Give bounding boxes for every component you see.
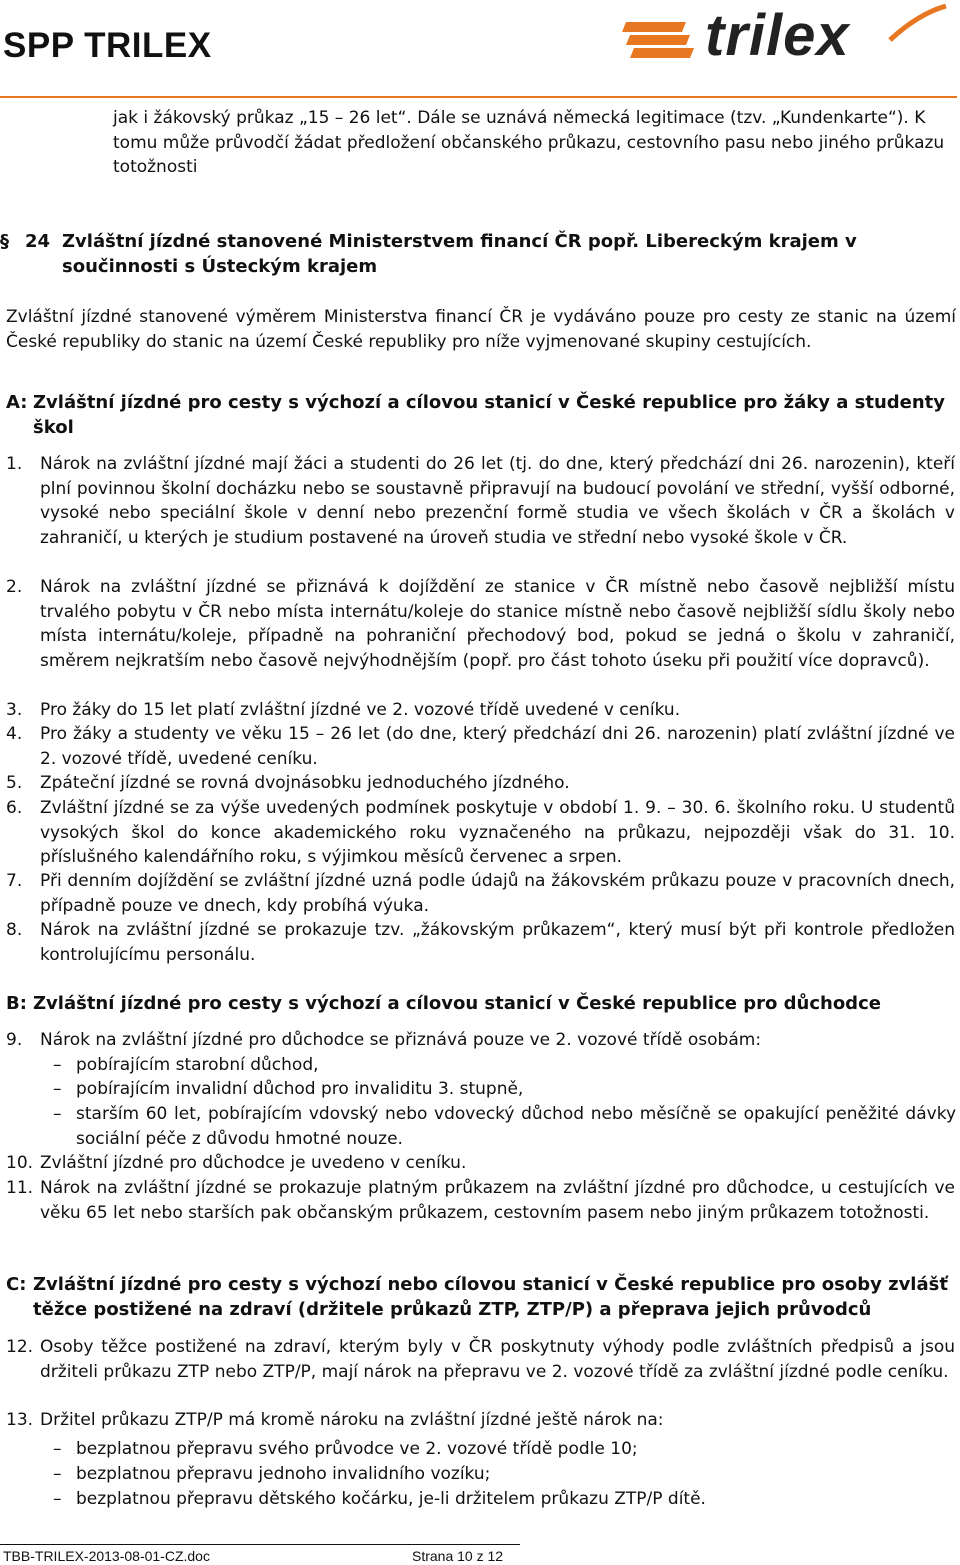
- item-text: Nárok na zvláštní jízdné pro důchodce se přiznává pouze ve 2. vozové třídě osobám:: [40, 1030, 762, 1050]
- item-number: 2.: [6, 577, 23, 597]
- item-number: 11.: [6, 1178, 34, 1198]
- footer-divider: [0, 1544, 520, 1545]
- logo-wordmark: trilex: [705, 3, 850, 68]
- item-number: 3.: [6, 700, 23, 720]
- item-text: Nárok na zvláštní jízdné mají žáci a studenti do 26 let (tj. do dne, který předchází dni 26. narozenin), kteří plní povinnou školní docházku nebo se soustavně připravují na budoucí povolání ve střední, vyšší odborné, vysoké nebo speciální škole v denní nebo prezenční formě studia ve všech školách v ČR a školách v zahraničí, u kterých je studium postavené na úroveň studia ve střední nebo vysoké škole v ČR.: [40, 454, 955, 548]
- dash-icon: –: [53, 1439, 62, 1459]
- bullet-text: bezplatnou přepravu jednoho invalidního vozíku;: [76, 1464, 491, 1484]
- dash-icon: –: [53, 1464, 62, 1484]
- footer-page-number: Strana 10 z 12: [412, 1548, 504, 1564]
- item-number: 10.: [6, 1153, 34, 1173]
- item-number: 1.: [6, 454, 23, 474]
- part-a-letter: A:: [6, 392, 28, 413]
- part-b-title: Zvláštní jízdné pro cesty s výchozí a cílovou stanicí v České republice pro důchodce: [33, 993, 881, 1014]
- item-number: 8.: [6, 920, 23, 940]
- item-number: 6.: [6, 798, 23, 818]
- item-text: Při denním dojíždění se zvláštní jízdné uzná podle údajů na žákovském průkazu pouze v pracovních dnech, případně pouze ve dnech, kdy probíhá výuka.: [40, 871, 955, 916]
- bullet-text: bezplatnou přepravu svého průvodce ve 2. vozové třídě podle 10;: [76, 1439, 638, 1459]
- part-c-title: Zvláštní jízdné pro cesty s výchozí nebo cílovou stanicí v České republice pro osoby zvlášť těžce postižené na zdraví (držitele průkazů ZTP, ZTP/P) a přeprava jejich průvodců: [33, 1274, 948, 1320]
- logo-stripes-icon: [620, 4, 710, 68]
- section-intro-paragraph: Zvláštní jízdné stanovené výměrem Ministerstva financí ČR je vydáváno pouze pro cesty ze stanic na území České republiky do stanic na území České republiky pro níže vyjmenované skupiny cestujících.: [6, 307, 956, 352]
- item-text: Zvláštní jízdné se za výše uvedených podmínek poskytuje v období 1. 9. – 30. 6. školního roku. U studentů vysokých škol do konce akademického roku vyznačeného na průkazu, nejpozději však do 31. 10. příslušného kalendářního roku, s výjimkou měsíců červenec a srpen.: [40, 798, 955, 867]
- dash-icon: –: [53, 1489, 62, 1509]
- part-b-letter: B:: [6, 993, 27, 1014]
- item-text: Osoby těžce postižené na zdraví, kterým byly v ČR poskytnuty výhody podle zvláštních předpisů a jsou držiteli průkazu ZTP nebo ZTP/P, mají nárok na přepravu ve 2. vozové třídě za zvláštní jízdné podle ceníku.: [40, 1337, 955, 1382]
- section-mark: §: [0, 231, 9, 252]
- item-text: Zvláštní jízdné pro důchodce je uvedeno v ceníku.: [40, 1153, 467, 1173]
- part-c-letter: C:: [6, 1274, 27, 1295]
- intro-paragraph: jak i žákovský průkaz „15 – 26 let“. Dále se uznává německá legitimace (tzv. „Kundenkarte“). K tomu může průvodčí žádat předložení občanského průkazu, cestovního pasu nebo jiného průkazu totožnosti: [113, 108, 945, 177]
- item-number: 12.: [6, 1337, 34, 1357]
- item-text: Nárok na zvláštní jízdné se prokazuje tzv. „žákovským průkazem“, který musí být při kontrole předložen kontrolujícímu personálu.: [40, 920, 955, 965]
- item-number: 7.: [6, 871, 23, 891]
- item-text: Pro žáky do 15 let platí zvláštní jízdné ve 2. vozové třídě uvedené v ceníku.: [40, 700, 681, 720]
- part-a-title: Zvláštní jízdné pro cesty s výchozí a cílovou stanicí v České republice pro žáky a studenty škol: [33, 392, 946, 438]
- trilex-logo: [620, 4, 950, 68]
- bullet-text: pobírajícím invalidní důchod pro invaliditu 3. stupně,: [76, 1079, 524, 1099]
- item-text: Zpáteční jízdné se rovná dvojnásobku jednoduchého jízdného.: [40, 773, 570, 793]
- item-text: Nárok na zvláštní jízdné se prokazuje platným průkazem na zvláštní jízdné pro důchodce, u cestujících ve věku 65 let nebo starších pak občanským průkazem, cestovním pasem nebo jiným průkazem totožnosti.: [40, 1178, 955, 1223]
- bullet-text: pobírajícím starobní důchod,: [76, 1055, 319, 1075]
- bullet-text: bezplatnou přepravu dětského kočárku, je-li držitelem průkazu ZTP/P dítě.: [76, 1489, 706, 1509]
- item-text: Nárok na zvláštní jízdné se přiznává k dojíždění ze stanice v ČR místně nebo časově nejbližší místu trvalého pobytu v ČR nebo místa internátu/koleje do stanice místně nebo časově nejbližší sídlu školy nebo místa internátu/koleje, případně na pohraniční přechodový bod, pokud se jedná o školu v zahraničí, směrem nejkratším nebo časově nejvýhodnějším (popř. pro část tohoto úseku při použití více dopravců).: [40, 577, 955, 671]
- dash-icon: –: [53, 1104, 62, 1124]
- item-number: 4.: [6, 724, 23, 744]
- item-text: Pro žáky a studenty ve věku 15 – 26 let (do dne, který předchází dni 26. narozenin) platí zvláštní jízdné ve 2. vozové třídě, uvedené ceníku.: [40, 724, 955, 769]
- item-number: 5.: [6, 773, 23, 793]
- item-number: 9.: [6, 1030, 23, 1050]
- item-text: Držitel průkazu ZTP/P má kromě nároku na zvláštní jízdné ještě nárok na:: [40, 1410, 664, 1430]
- footer-doc-name: TBB-TRILEX-2013-08-01-CZ.doc: [3, 1548, 210, 1564]
- dash-icon: –: [53, 1079, 62, 1099]
- bullet-text: starším 60 let, pobírajícím vdovský nebo vdovecký důchod nebo měsíčně se opakující peněžité dávky sociální péče z důvodu hmotné nouze.: [76, 1104, 956, 1149]
- header-divider: [0, 96, 957, 98]
- section-number: 24: [25, 231, 51, 252]
- dash-icon: –: [53, 1055, 62, 1075]
- item-number: 13.: [6, 1410, 34, 1430]
- section-title: Zvláštní jízdné stanovené Ministerstvem financí ČR popř. Libereckým krajem v součinnosti s Ústeckým krajem: [62, 231, 857, 277]
- logo-swoosh-icon: [888, 4, 948, 44]
- document-header-title: SPP TRILEX: [3, 26, 212, 65]
